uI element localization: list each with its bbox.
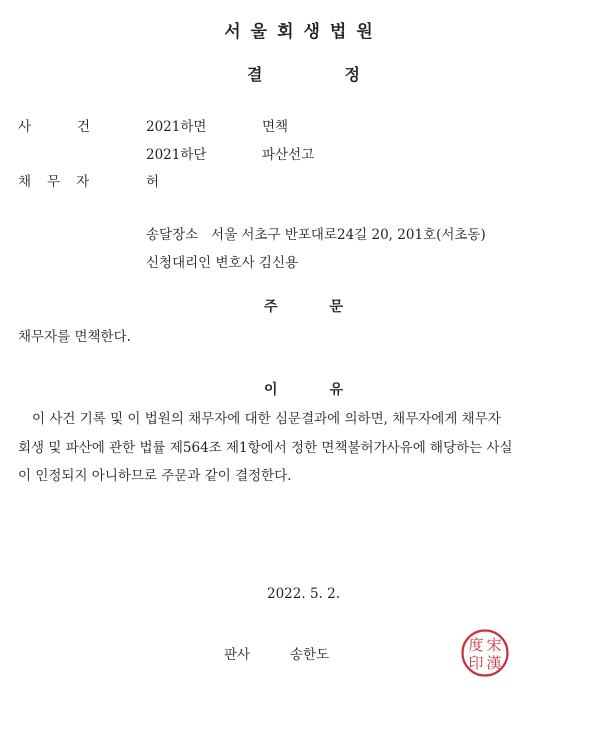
order-heading: 주문 [263, 299, 396, 315]
reason-line-2: 회생 및 파산에 관한 법률 제564조 제1항에서 정한 면책불허가사유에 해당하는 사실 [18, 440, 513, 456]
case-label: 사건 [18, 119, 137, 135]
case-type-1: 면책 [262, 119, 289, 135]
applicant-agent: 신청대리인 변호사 김신용 [146, 255, 299, 271]
court-name: 서울회생법원 [224, 22, 383, 42]
svg-text:度: 度 [468, 636, 484, 654]
document-type-title: 결정 [247, 65, 442, 84]
order-text: 채무자를 면책한다. [18, 329, 131, 345]
judge-seal-stamp [460, 628, 510, 678]
debtor-name: 허 [146, 174, 160, 190]
reason-line-3: 이 인정되지 아니하므로 주문과 같이 결정한다. [18, 468, 292, 484]
reason-heading: 이유 [263, 382, 396, 398]
debtor-label: 채무자 [18, 174, 106, 190]
service-address: 송달장소 서울 서초구 반포대로24길 20, 201호(서초동) [146, 227, 486, 243]
decision-date: 2022. 5. 2. [267, 586, 340, 602]
case-type-2: 파산선고 [262, 147, 315, 163]
svg-text:印: 印 [468, 654, 484, 672]
reason-line-1: 이 사건 기록 및 이 법원의 채무자에 대한 심문결과에 의하면, 채무자에게 채무자 [32, 411, 501, 427]
svg-text:宋: 宋 [486, 636, 502, 654]
svg-text:漢: 漢 [486, 654, 502, 672]
case-number-2: 2021하단 [146, 147, 207, 163]
case-number-1: 2021하면 [146, 119, 207, 135]
judge-title: 판사 [224, 647, 251, 663]
judge-name: 송한도 [290, 647, 330, 663]
